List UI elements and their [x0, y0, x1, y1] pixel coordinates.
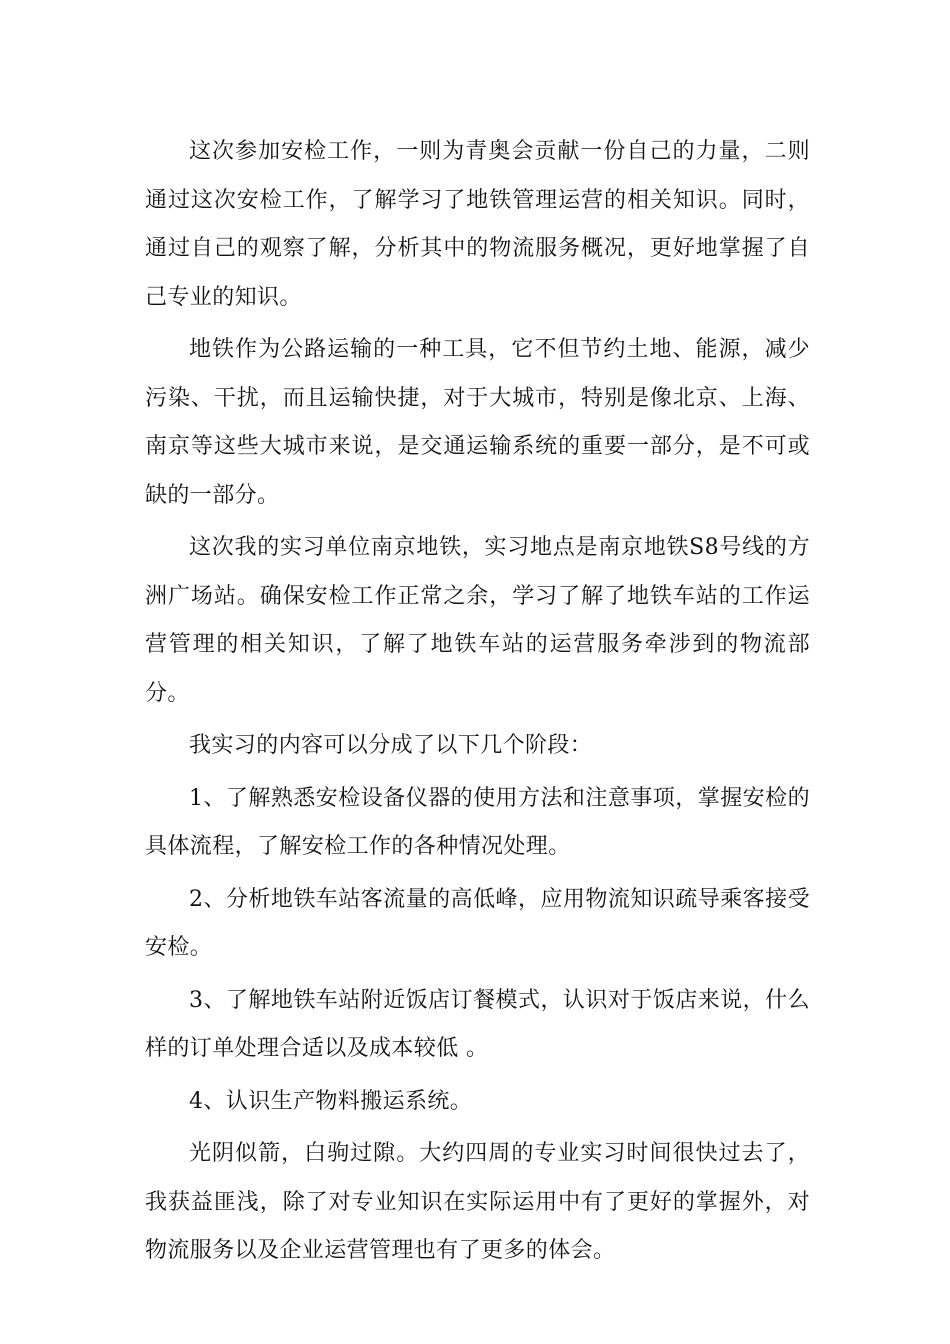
paragraph-internship-unit: 这次我的实习单位南京地铁，实习地点是南京地铁S8号线的方洲广场站。确保安检工作正常之余，学习了解了地铁车站的工作运营管理的相关知识，了解了地铁车站的运营服务牵涉到的物流部分。 — [145, 535, 810, 706]
list-item-stage-1: 1、了解熟悉安检设备仪器的使用方法和注意事项，掌握安检的具体流程，了解安检工作的各种情况处理。 — [145, 785, 810, 859]
document-body — [145, 128, 810, 1280]
paragraph-metro-role: 地铁作为公路运输的一种工具，它不但节约土地、能源，减少污染、干扰，而且运输快捷，对于大城市，特别是像北京、上海、南京等这些大城市来说，是交通运输系统的重要一部分，是不可或缺的一部分。 — [145, 337, 810, 508]
list-item-stage-4: 4、认识生产物料搬运系统。 — [189, 1088, 473, 1114]
list-item-stage-3: 3、了解地铁车站附近饭店订餐模式，认识对于饭店来说，什么样的订单处理合适以及成本较低 。 — [145, 987, 810, 1061]
list-item-stage-2: 2、分析地铁车站客流量的高低峰，应用物流知识疏导乘客接受安检。 — [145, 886, 810, 960]
paragraph-conclusion: 光阴似箭，白驹过隙。大约四周的专业实习时间很快过去了，我获益匪浅，除了对专业知识在实际运用中有了更好的掌握外，对物流服务以及企业运营管理也有了更多的体会。 — [145, 1141, 810, 1263]
paragraph-intro: 这次参加安检工作，一则为青奥会贡献一份自己的力量，二则通过这次安检工作，了解学习了地铁管理运营的相关知识。同时，通过自己的观察了解，分析其中的物流服务概况，更好地掌握了自己专业的知识。 — [145, 139, 810, 310]
paragraph-stages-intro: 我实习的内容可以分成了以下几个阶段： — [189, 733, 593, 758]
